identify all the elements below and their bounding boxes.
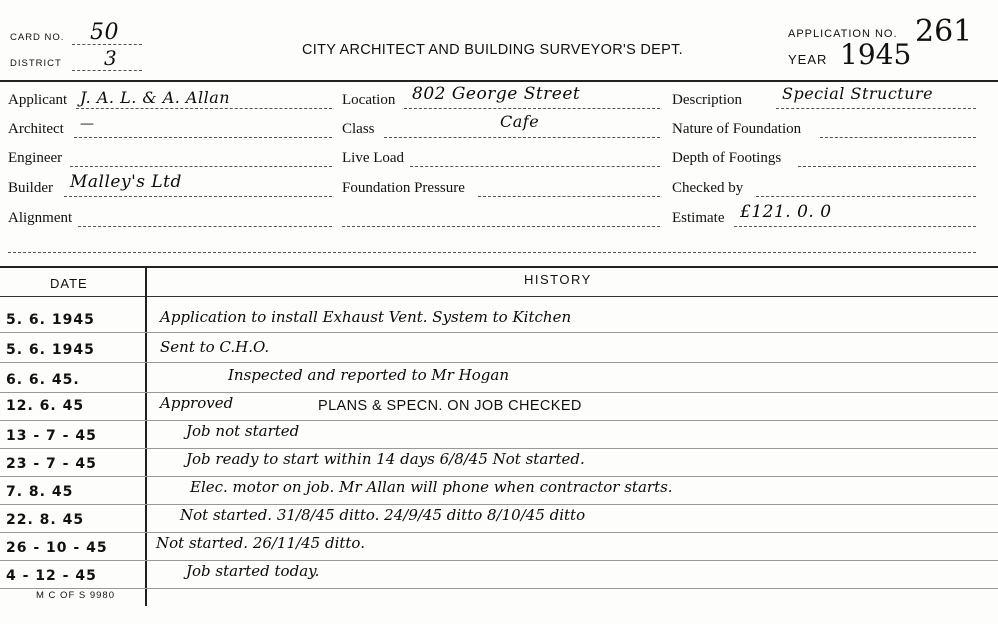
engineer-label: Engineer <box>8 150 63 166</box>
architect-value: — <box>80 116 95 132</box>
history-entry: Approved <box>160 394 234 412</box>
checked-by-label: Checked by <box>672 180 744 196</box>
estimate-label: Estimate <box>672 210 725 226</box>
history-entry: Not started. 26/11/45 ditto. <box>156 534 365 552</box>
applicant-label: Applicant <box>8 92 68 108</box>
history-entry: Job started today. <box>186 562 320 580</box>
nature-of-foundation-label: Nature of Foundation <box>672 121 802 137</box>
card-no-value: 50 <box>90 20 119 45</box>
history-rule <box>0 504 998 505</box>
estimate-value: £121. 0. 0 <box>740 202 832 222</box>
history-rule <box>0 362 998 363</box>
history-date: 26 - 10 - 45 <box>6 540 108 556</box>
checked-stamp: PLANS & SPECN. ON JOB CHECKED <box>318 398 582 414</box>
history-entry: Job not started <box>186 422 300 440</box>
history-top-divider <box>0 266 998 268</box>
alignment-label: Alignment <box>8 210 73 226</box>
date-column-header: DATE <box>50 276 88 291</box>
history-column-header: HISTORY <box>524 272 592 287</box>
description-value: Special Structure <box>782 84 934 103</box>
applicant-line <box>76 108 332 109</box>
history-header-divider <box>0 296 998 297</box>
class-value: Cafe <box>500 112 540 131</box>
district-value: 3 <box>104 46 118 70</box>
fields-bottom-dotline <box>8 252 976 253</box>
history-entry: Sent to C.H.O. <box>160 338 270 356</box>
history-date: 13 - 7 - 45 <box>6 428 97 444</box>
application-no-label: APPLICATION NO. <box>788 28 898 40</box>
history-date: 5. 6. 1945 <box>6 312 95 328</box>
middle-blank-line <box>342 226 660 227</box>
history-entry: Not started. 31/8/45 ditto. 24/9/45 ditto 8/10/45 ditto <box>180 506 586 524</box>
card-no-label: CARD NO. <box>10 32 65 43</box>
location-line <box>404 108 660 109</box>
district-label: DISTRICT <box>10 58 62 69</box>
architect-line <box>74 137 332 138</box>
history-entry: Elec. motor on job. Mr Allan will phone when contractor starts. <box>190 478 673 496</box>
description-line <box>776 108 976 109</box>
foundation-pressure-line <box>478 196 660 197</box>
application-no-value: 261 <box>915 14 973 49</box>
history-rule <box>0 448 998 449</box>
history-rule <box>0 392 998 393</box>
depth-of-footings-line <box>798 166 976 167</box>
year-label: YEAR <box>788 52 828 67</box>
district-line <box>72 70 142 71</box>
history-rule <box>0 332 998 333</box>
live-load-line <box>410 166 660 167</box>
history-rule <box>0 588 998 589</box>
history-date: 22. 8. 45 <box>6 512 85 528</box>
builder-line <box>64 196 332 197</box>
architect-label: Architect <box>8 121 64 137</box>
header-divider <box>0 80 998 82</box>
form-code: M C OF S 9980 <box>36 590 115 601</box>
history-date: 23 - 7 - 45 <box>6 456 97 472</box>
foundation-pressure-label: Foundation Pressure <box>342 180 465 196</box>
history-entry: Job ready to start within 14 days 6/8/45 Not started. <box>186 450 585 468</box>
history-entry: Application to install Exhaust Vent. System to Kitchen <box>160 308 572 326</box>
history-date: 7. 8. 45 <box>6 484 74 500</box>
checked-by-line <box>756 196 976 197</box>
alignment-line <box>78 226 332 227</box>
history-rule <box>0 532 998 533</box>
depth-of-footings-label: Depth of Footings <box>672 150 782 166</box>
location-value: 802 George Street <box>412 84 581 104</box>
engineer-line <box>70 166 332 167</box>
applicant-value: J. A. L. & A. Allan <box>80 88 231 107</box>
nature-of-foundation-line <box>820 137 976 138</box>
live-load-label: Live Load <box>342 150 405 166</box>
estimate-line <box>734 226 976 227</box>
history-date: 4 - 12 - 45 <box>6 568 97 584</box>
description-label: Description <box>672 92 742 108</box>
history-rule <box>0 420 998 421</box>
builder-value: Malley's Ltd <box>70 172 182 192</box>
history-entry: Inspected and reported to Mr Hogan <box>228 366 509 384</box>
class-line <box>384 137 660 138</box>
history-rule <box>0 560 998 561</box>
location-label: Location <box>342 92 396 108</box>
builder-label: Builder <box>8 180 53 196</box>
department-title: CITY ARCHITECT AND BUILDING SURVEYOR'S DEPT. <box>302 42 683 58</box>
history-date: 12. 6. 45 <box>6 398 85 414</box>
year-value: 1945 <box>840 38 912 71</box>
card-no-line <box>72 44 142 45</box>
history-rule <box>0 476 998 477</box>
history-date: 5. 6. 1945 <box>6 342 95 358</box>
class-label: Class <box>342 121 375 137</box>
history-date: 6. 6. 45. <box>6 372 80 388</box>
